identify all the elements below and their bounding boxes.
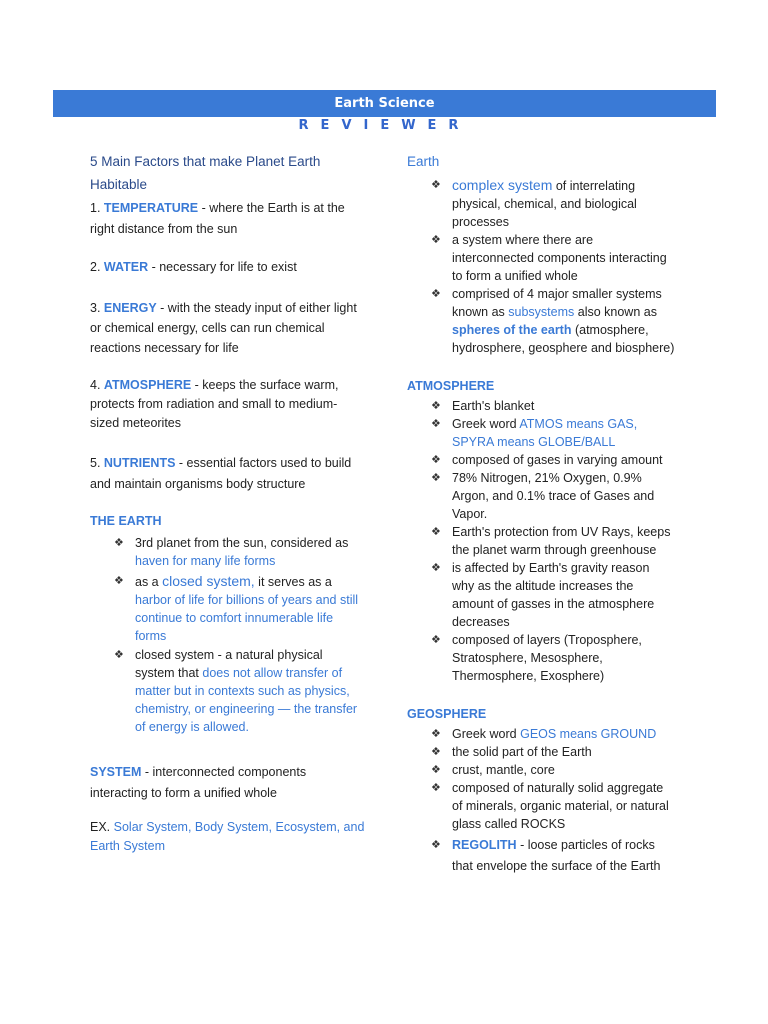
diamond-bullet-icon: ❖	[431, 418, 441, 430]
the-earth-heading: THE EARTH	[90, 514, 162, 528]
diamond-bullet-icon: ❖	[114, 575, 124, 587]
diamond-bullet-icon: ❖	[431, 562, 441, 574]
list-item	[407, 725, 675, 743]
item-highlight: closed system,	[162, 573, 255, 589]
list-item	[407, 397, 675, 415]
factors-title-line1: 5 Main Factors that make Planet Earth	[90, 154, 321, 169]
diamond-bullet-icon: ❖	[431, 728, 441, 740]
list-item	[407, 523, 675, 559]
diamond-bullet-icon: ❖	[431, 764, 441, 776]
atmosphere-heading: ATMOSPHERE	[407, 379, 495, 393]
item-text: Earth's blanket	[452, 399, 535, 413]
factor-number: 2.	[90, 260, 104, 274]
list-item	[407, 743, 675, 761]
diamond-bullet-icon: ❖	[114, 649, 124, 661]
list-item	[90, 572, 365, 645]
atmosphere-list	[407, 397, 675, 685]
list-item	[407, 231, 675, 285]
system-definition	[90, 762, 365, 804]
diamond-bullet-icon: ❖	[431, 526, 441, 538]
example-label: EX.	[90, 820, 114, 834]
item-text: 3rd planet from the sun, considered as	[135, 536, 349, 550]
list-item	[407, 835, 675, 877]
item-text: comprised of 4 major smaller systems known as	[452, 287, 662, 319]
diamond-bullet-icon: ❖	[431, 400, 441, 412]
item-text: composed of gases in varying amount	[452, 453, 663, 467]
factor-number: 1.	[90, 201, 104, 215]
item-highlight: complex system	[452, 177, 553, 193]
list-item	[407, 761, 675, 779]
item-text: Greek word	[452, 417, 520, 431]
diamond-bullet-icon: ❖	[431, 234, 441, 246]
item-text: as a	[135, 575, 163, 589]
diamond-bullet-icon: ❖	[431, 634, 441, 646]
item-text: - loose particles of rocks that envelope the surface of the Earth	[452, 838, 661, 873]
diamond-bullet-icon: ❖	[431, 179, 441, 191]
title-banner	[53, 90, 716, 117]
earth-heading: Earth	[407, 154, 440, 169]
diamond-bullet-icon: ❖	[431, 472, 441, 484]
list-item	[407, 559, 675, 631]
diamond-bullet-icon: ❖	[431, 746, 441, 758]
item-text: also known as	[574, 305, 657, 319]
item-highlight: haven for many life forms	[135, 554, 276, 568]
item-text: is affected by Earth's gravity reason why as the altitude increases the amount of gasses in the atmosphere decreases	[452, 561, 655, 629]
system-example	[90, 818, 365, 856]
factor-keyword: WATER	[103, 260, 149, 274]
factors-title	[90, 150, 365, 196]
item-keyword: REGOLITH	[452, 838, 517, 852]
left-column	[90, 150, 365, 856]
item-text: a system where there are interconnected components interacting to form a unified whole	[452, 233, 667, 283]
item-text: composed of layers (Troposphere, Stratosphere, Mesosphere, Thermosphere, Exosphere)	[452, 633, 642, 683]
factor-keyword: TEMPERATURE	[103, 201, 199, 215]
item-highlight: subsystems	[508, 305, 575, 319]
example-text: Solar System, Body System, Ecosystem, and Earth System	[90, 820, 365, 853]
system-text: - interconnected components interacting to form a unified whole	[90, 765, 307, 800]
earth-list	[407, 176, 675, 357]
item-highlight: spheres of the earth	[452, 323, 572, 337]
item-highlight: ATMOS means GAS, SPYRA means GLOBE/BALL	[452, 417, 638, 449]
list-item	[407, 779, 675, 833]
right-column	[407, 150, 675, 877]
list-item	[407, 415, 675, 451]
document-title: Earth Science	[334, 96, 435, 111]
list-item	[90, 534, 365, 570]
item-highlight: GEOS means GROUND	[520, 727, 657, 741]
document-subtitle: REVIEWER	[298, 118, 471, 133]
factors-title-line2: Habitable	[90, 177, 148, 192]
diamond-bullet-icon: ❖	[431, 782, 441, 794]
diamond-bullet-icon: ❖	[431, 839, 441, 851]
factor-keyword: NUTRIENTS	[103, 456, 176, 470]
list-item	[407, 285, 675, 357]
factor-text: - keeps the surface warm, protects from radiation and small to medium-sized meteorites	[90, 378, 339, 430]
factor-item	[90, 198, 365, 240]
geosphere-heading: GEOSPHERE	[407, 707, 487, 721]
factor-text: - essential factors used to build and maintain organisms body structure	[90, 456, 352, 491]
diamond-bullet-icon: ❖	[114, 537, 124, 549]
factor-number: 4.	[90, 378, 104, 392]
factor-text: - where the Earth is at the right distance from the sun	[90, 201, 345, 236]
item-text: 78% Nitrogen, 21% Oxygen, 0.9% Argon, and 0.1% trace of Gases and Vapor.	[452, 471, 655, 521]
item-text: the solid part of the Earth	[452, 745, 592, 759]
diamond-bullet-icon: ❖	[431, 288, 441, 300]
factor-text: - necessary for life to exist	[148, 260, 297, 274]
diamond-bullet-icon: ❖	[431, 454, 441, 466]
item-text: Greek word	[452, 727, 521, 741]
item-text: crust, mantle, core	[452, 763, 555, 777]
factor-text: - with the steady input of either light or chemical energy, cells can run chemical reactions necessary for life	[90, 301, 357, 355]
factor-item	[90, 298, 365, 358]
item-text: Earth's protection from UV Rays, keeps the planet warm through greenhouse	[452, 525, 671, 557]
list-item	[407, 451, 675, 469]
item-text: closed system - a natural physical system that	[135, 648, 323, 680]
system-keyword: SYSTEM	[90, 765, 142, 779]
factor-item	[90, 453, 365, 495]
the-earth-list	[90, 534, 365, 736]
list-item	[90, 646, 365, 736]
item-text: composed of naturally solid aggregate of minerals, organic material, or natural glass called ROCKS	[452, 781, 669, 831]
list-item	[407, 469, 675, 523]
factor-item	[90, 376, 365, 433]
geosphere-list	[407, 725, 675, 877]
list-item	[407, 631, 675, 685]
item-text: of interrelating physical, chemical, and biological processes	[452, 179, 637, 229]
factor-number: 3.	[90, 301, 104, 315]
factor-keyword: ATMOSPHERE	[103, 378, 192, 392]
item-text: it serves as a	[254, 575, 332, 589]
item-highlight: harbor of life for billions of years and still continue to comfort innumerable life forms	[135, 593, 359, 643]
item-text: (atmosphere, hydrosphere, geosphere and biosphere)	[452, 323, 675, 355]
factor-number: 5.	[90, 456, 104, 470]
list-item	[407, 176, 675, 231]
factor-keyword: ENERGY	[103, 301, 157, 315]
item-highlight: does not allow transfer of matter but in contexts such as physics, chemistry, or engineering — the transfer of energy is allowed.	[135, 666, 358, 734]
factor-item	[90, 257, 365, 278]
